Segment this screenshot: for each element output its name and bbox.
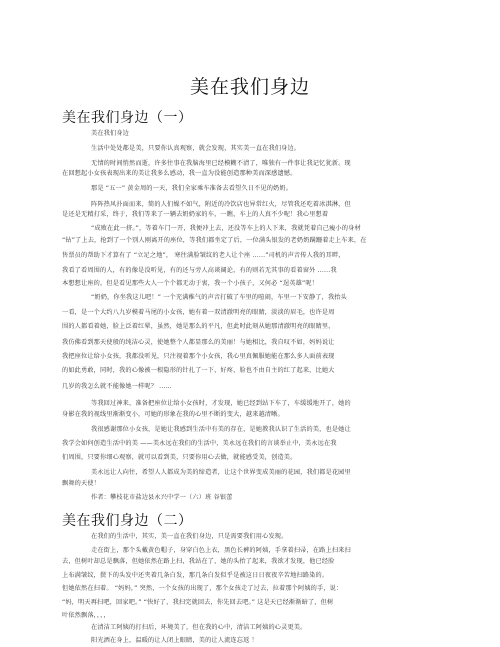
paragraph-line: 上布满皱纹，鬓下的头发中还夹着几条白发，那几条白发似乎是被这日日夜夜辛苦地扫路染的。 [62, 572, 329, 579]
paragraph-line: 走在街上，那个头戴黄色帽子，身穿白色上衣，黑色长裤的阿姨，手拿着扫帚，在路上扫来扫 [91, 547, 351, 554]
paragraph-line: 美永远让人向往，希望人人都成为美的缔造者，让这个世界变成美丽的花园，我们都是花园里 [91, 469, 351, 476]
paragraph-line: “奶奶，你坐我这儿吧！” 一个充满稚气的声音打破了车里的喧闹，车里一下安静了，我抬头 [91, 294, 347, 301]
paragraph-line: 售票员的帮助下才算有了 “立足之地”， 寒往满脸皱纹的老人让个座 ......”司机的声音传人我的耳畔， [62, 252, 345, 259]
paragraph-line: “钻”了上去，抢到了一个别人刚离开的座位，等我们都坐定了后，一位满头银发的老奶奶蹒跚着走上车来，在 [62, 237, 367, 244]
paragraph-line: 一看，是一个大约八九岁模着马尾的小女孩，她有着一双清澈明亮的眼睛，淡淡的眉毛，也许是周 [62, 309, 335, 316]
section-1-heading: 美在我们身边（一） [62, 110, 193, 126]
paragraph-line: 生活中处处都是美，只要你认真观察，就会发现，其实美一直在我们身边。 [91, 145, 301, 152]
paragraph-line: 身影在我的视线里渐渐变小，可她的形象在我的心里不断的变大，越来越清晰。 [62, 411, 284, 418]
paragraph-line: “成败在此一挤。”，等着车门一开，我便冲上去，还没等车上的人下来，我就凭着自己瘦小的身材 [91, 225, 361, 232]
paragraph-line: 们周围，只要你细心观察，就可以看到美，只要你用心去做，就能感受美，创造美。 [62, 454, 297, 461]
paragraph-line: 阵阵热风扑面而来，简的人们燥不如气，附近的冷饮店也异常红火，尽管我还吃着冰淇淋，但 [91, 201, 351, 208]
paragraph-line: 本想想让座的，但是看见那些大人一个个都无动于衷，我一个小孩子，又何必 “逞英雄”呢！ [62, 280, 318, 287]
paragraph-line: 围的人都看着她，脸上泛着红晕，虽然，她是那么的平凡，但此时此刻从她那清澈明亮的眼睛里， [62, 323, 335, 330]
document-title: 美在我们身边 [189, 76, 310, 98]
paragraph-line: 我看了看周围的人，有的像是没听见，有的还与旁人高谈阔论，有的则若无其事的看着窗外 ......我 [62, 267, 337, 274]
paragraph-line: “妈，明天再扫吧，回家吧。” “快好了，我扫完就回去，你先回去吧。” 这是天已经渐渐暗了，但树 [62, 599, 334, 606]
author-line: 作者：攀枝花市盐边县永兴中学一（六）班 谷银蕾 [91, 494, 233, 501]
paragraph-line: 的如此勇敢，同时，我的心像被一根隐形的针扎了一下，好疼，脸也不由自主的红了起来，比她大 [62, 367, 335, 374]
paragraph-line: 美在我们身边 [91, 130, 130, 137]
paragraph-line: 在我们的生活中，其实，美一直在我们身边，只是需要我们用心发现。 [91, 533, 288, 540]
paragraph-line: 是还是无精打采，终于，我们等来了一辆去奶奶家的车，一瞧，车上的人真不少呢！我心里想着 [62, 211, 329, 218]
paragraph-line: 那是 “五一” 黄金周的一天，我们全家乘车准备去看望久日不见的奶奶。 [91, 185, 293, 192]
paragraph-line: 但她依然在扫着。 “妈妈，” 突然，一个女孩的出现了，那个女孩走了过去，拉着那个阿姨的手，说： [62, 585, 343, 592]
paragraph-line: 阳光洒在身上，温暖的让人闭上眼睛，美的让人流连忘返 ！ [91, 637, 258, 644]
paragraph-line: 在回想起小女孩表现出来的美让我多么感动，我一直为没能创造那种美而深感遗憾。 [62, 170, 297, 177]
paragraph-line: 我把座位让给小女孩，我都没听见，只注视着那个小女孩，我心里真佩服她能在那么多人面前表现 [62, 353, 335, 360]
paragraph-line: 我仿佛看到那天使般的纯洁心灵，使她整个人都显那么的美丽！与她相比，我自叹不如，妈妈说让 [62, 339, 335, 346]
section-2-heading: 美在我们身边（二） [62, 513, 193, 529]
paragraph-line: 叶依然飘落，，，， [62, 612, 110, 619]
paragraph-line: 几岁的我怎么就不能像她一样呢？ ...... [62, 383, 172, 390]
paragraph-line: 我学会如何创造生活中的美 ——美永远在我们的生活中，美永远在我们的言谈举止中，美永远在我 [62, 440, 337, 447]
paragraph-line: 在清洁工阿姨的打扫后，环境美了，但在我的心中，清洁工阿姨的心灵更美。 [91, 624, 307, 631]
paragraph-line: 等我回过神来，准备把座位让给小女孩时，才发现，她已经到站下车了，车缓缓地开了，她的 [91, 400, 351, 407]
paragraph-line: 我很感谢那位小女孩，是她让我感到生活中有美的存在，是她教我认识了生活的美，也是她让 [91, 426, 351, 433]
paragraph-line: 无情的时间悄然而逝，许多往事在我脑海里已经模糊不清了，唯独有一件事让我记忆犹新。现 [91, 160, 351, 167]
paragraph-line: 去，但树叶却总是飘落，但她依然在路上扫，我站在了，她的头抬了起来，我欲才发现，他已经脸 [62, 558, 335, 565]
paragraph-line: 飘舞的天使！ [62, 480, 101, 487]
